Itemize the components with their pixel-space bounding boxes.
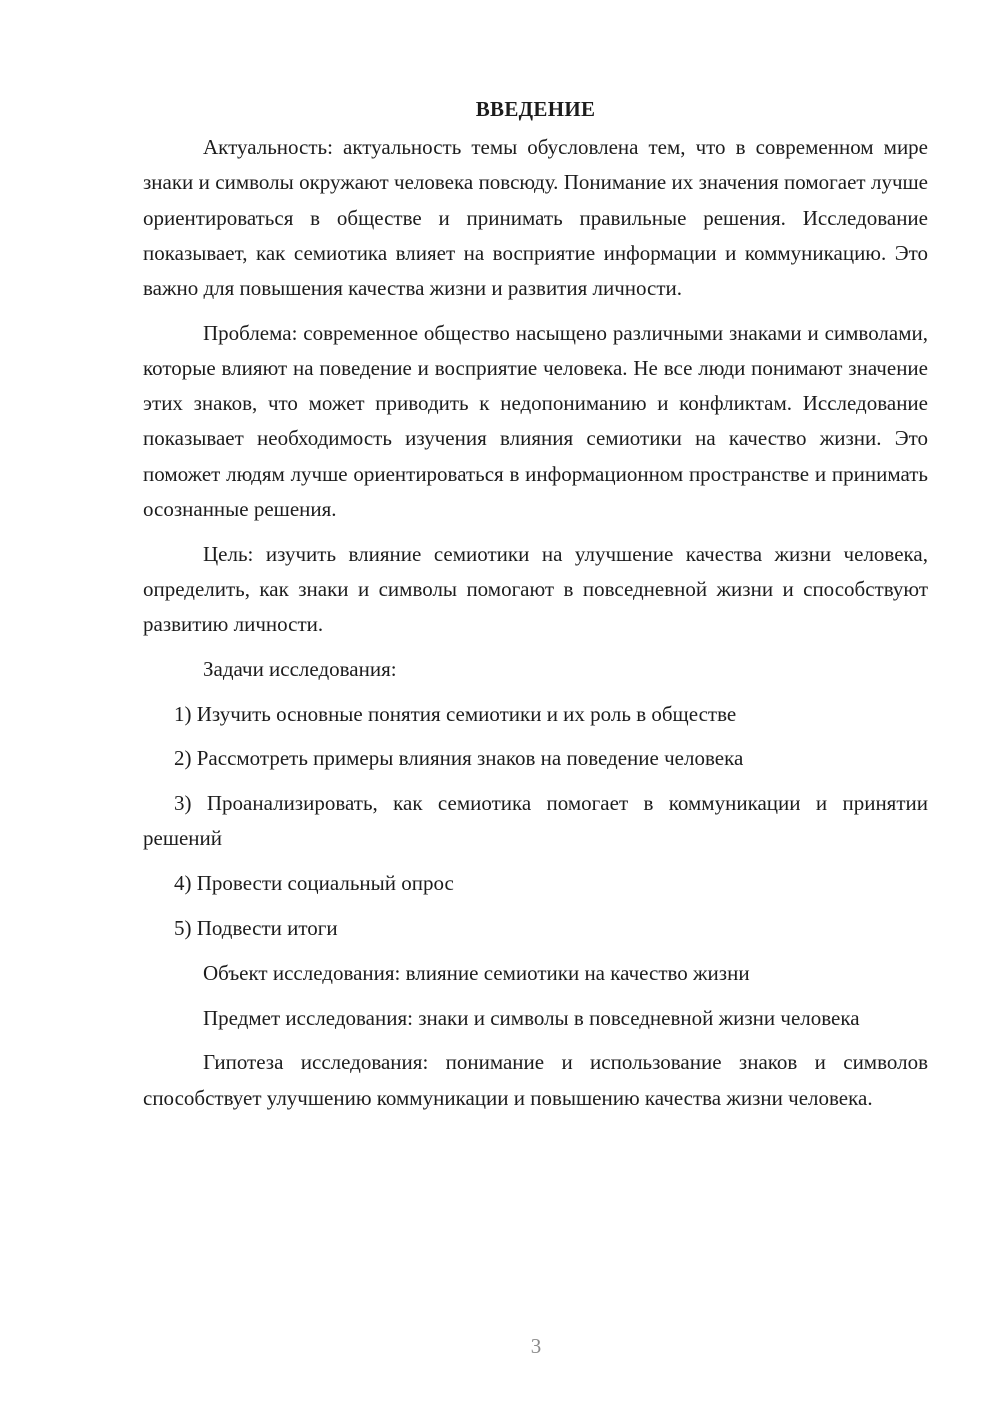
document-body: [143, 92, 928, 1116]
goal-paragraph: Цель: изучить влияние семиотики на улучшение качества жизни человека, определить, как знаки и символы помогают в повседневной жизни и способствуют развитию личности.: [143, 541, 928, 637]
tasks-heading: Задачи исследования:: [203, 656, 397, 681]
task-item-2: 2) Рассмотреть примеры влияния знаков на поведение человека: [174, 746, 744, 771]
hypothesis-paragraph: Гипотеза исследования: понимание и использование знаков и символов способствует улучшению коммуникации и повышению качества жизни человека.: [143, 1050, 928, 1110]
task-item-5: 5) Подвести итоги: [174, 916, 338, 941]
task-item-1: 1) Изучить основные понятия семиотики и их роль в обществе: [174, 701, 737, 726]
relevance-paragraph: Актуальность: актуальность темы обусловлена тем, что в современном мире знаки и символы окружают человека повсюду. Понимание их значения помогает лучше ориентироваться в обществе и принимать правильные решения. Исследование показывает, как семиотика влияет на восприятие информации и коммуникацию. Это важно для повышения качества жизни и развития личности.: [143, 135, 928, 301]
task-item-4: 4) Провести социальный опрос: [174, 871, 454, 896]
page-number: 3: [530, 1334, 542, 1358]
task-item-3: 3) Проанализировать, как семиотика помогает в коммуникации и принятии решений: [143, 791, 928, 851]
object-paragraph: Объект исследования: влияние семиотики на качество жизни: [203, 960, 750, 985]
problem-paragraph: Проблема: современное общество насыщено различными знаками и символами, которые влияют на поведение и восприятие человека. Не все люди понимают значение этих знаков, что может приводить к недопониманию и конфликтам. Исследование показывает необходимость изучения влияния семиотики на качество жизни. Это поможет людям лучше ориентироваться в информационном пространстве и принимать осознанные решения.: [143, 320, 928, 521]
page-title: ВВЕДЕНИЕ: [475, 97, 596, 121]
subject-paragraph: Предмет исследования: знаки и символы в повседневной жизни человека: [203, 1005, 860, 1030]
